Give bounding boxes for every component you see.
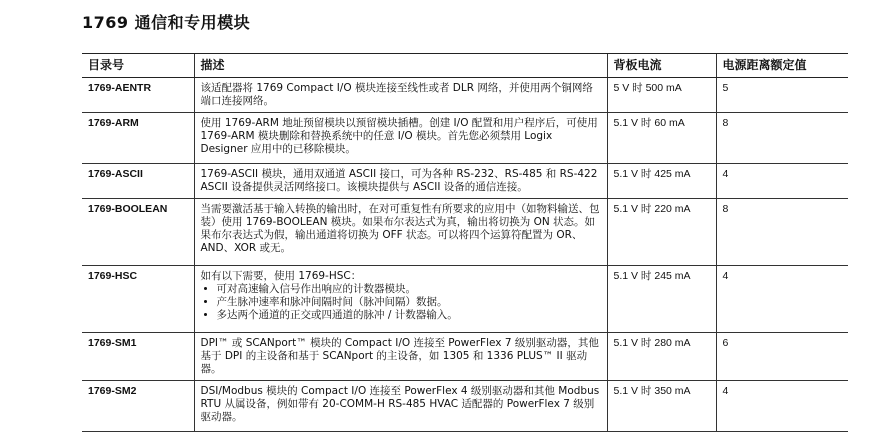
catalog-cell: 1769-ASCII [82, 164, 194, 199]
bullet-item: • 多达两个通道的正交或四通道的脉冲 / 计数器输入。 [217, 309, 601, 322]
header-catalog: 目录号 [82, 54, 194, 78]
header-description: 描述 [194, 54, 607, 78]
catalog-cell: 1769-BOOLEAN [82, 199, 194, 266]
current-cell: 5.1 V 时 425 mA [607, 164, 716, 199]
module-table [82, 53, 848, 432]
bullet-list [201, 283, 601, 322]
header-backplane-current: 背板电流 [607, 54, 716, 78]
distance-cell: 8 [716, 113, 848, 164]
current-cell: 5.1 V 时 220 mA [607, 199, 716, 266]
description-cell: 当需要激活基于输入转换的输出时，在对可重复性有所要求的应用中（如物料输送、包装）使用 1769-BOOLEAN 模块。如果布尔表达式为真，输出将切换为 ON 状态。如果布尔表达式为假，输出通道将切换为 OFF 状态。可以将四个运算符配置为 OR、AND、XOR 或无。 [194, 199, 607, 266]
description-cell: 1769-ASCII 模块，通用双通道 ASCII 接口，可为各种 RS-232、RS-485 和 RS-422 ASCII 设备提供灵活网络接口。该模块提供与 ASCII 设备的通信连接。 [194, 164, 607, 199]
table-row [82, 381, 848, 432]
description-cell [194, 266, 607, 333]
distance-cell: 8 [716, 199, 848, 266]
table-row [82, 78, 848, 113]
description-cell: DSI/Modbus 模块的 Compact I/O 连接至 PowerFlex 4 级别驱动器和其他 Modbus RTU 从属设备，例如带有 20-COMM-H RS-485 HVAC 适配器的 PowerFlex 7 级别驱动器。 [194, 381, 607, 432]
table-row [82, 113, 848, 164]
bullet-item: • 可对高速输入信号作出响应的计数器模块。 [217, 283, 601, 296]
current-cell: 5.1 V 时 245 mA [607, 266, 716, 333]
distance-cell: 4 [716, 381, 848, 432]
catalog-cell: 1769-ARM [82, 113, 194, 164]
current-cell: 5 V 时 500 mA [607, 78, 716, 113]
description-cell: 该适配器将 1769 Compact I/O 模块连接至线性或者 DLR 网络，并使用两个铜网络端口连接网络。 [194, 78, 607, 113]
catalog-cell: 1769-SM1 [82, 333, 194, 381]
table-row [82, 199, 848, 266]
table-row [82, 333, 848, 381]
table-row [82, 164, 848, 199]
distance-cell: 4 [716, 266, 848, 333]
current-cell: 5.1 V 时 60 mA [607, 113, 716, 164]
page-title: 1769 通信和专用模块 [82, 13, 251, 32]
catalog-cell: 1769-HSC [82, 266, 194, 333]
table-row [82, 266, 848, 333]
catalog-cell: 1769-SM2 [82, 381, 194, 432]
current-cell: 5.1 V 时 350 mA [607, 381, 716, 432]
catalog-cell: 1769-AENTR [82, 78, 194, 113]
distance-cell: 5 [716, 78, 848, 113]
distance-cell: 4 [716, 164, 848, 199]
current-cell: 5.1 V 时 280 mA [607, 333, 716, 381]
description-cell: 使用 1769-ARM 地址预留模块以预留模块插槽。创建 I/O 配置和用户程序后，可使用 1769-ARM 模块删除和替换系统中的任意 I/O 模块。首先您必须禁用 Logix Designer 应用中的已移除模块。 [194, 113, 607, 164]
description-intro: 如有以下需要，使用 1769-HSC： [200, 270, 362, 282]
table-header-row [82, 54, 848, 78]
bullet-item: • 产生脉冲速率和脉冲间隔时间（脉冲间隔）数据。 [217, 296, 601, 309]
distance-cell: 6 [716, 333, 848, 381]
description-cell: DPI™ 或 SCANport™ 模块的 Compact I/O 连接至 PowerFlex 7 级别驱动器，其他基于 DPI 的主设备和基于 SCANport 的主设备，如 1305 和 1336 PLUS™ II 驱动器。 [194, 333, 607, 381]
header-power-distance: 电源距离额定值 [716, 54, 848, 78]
